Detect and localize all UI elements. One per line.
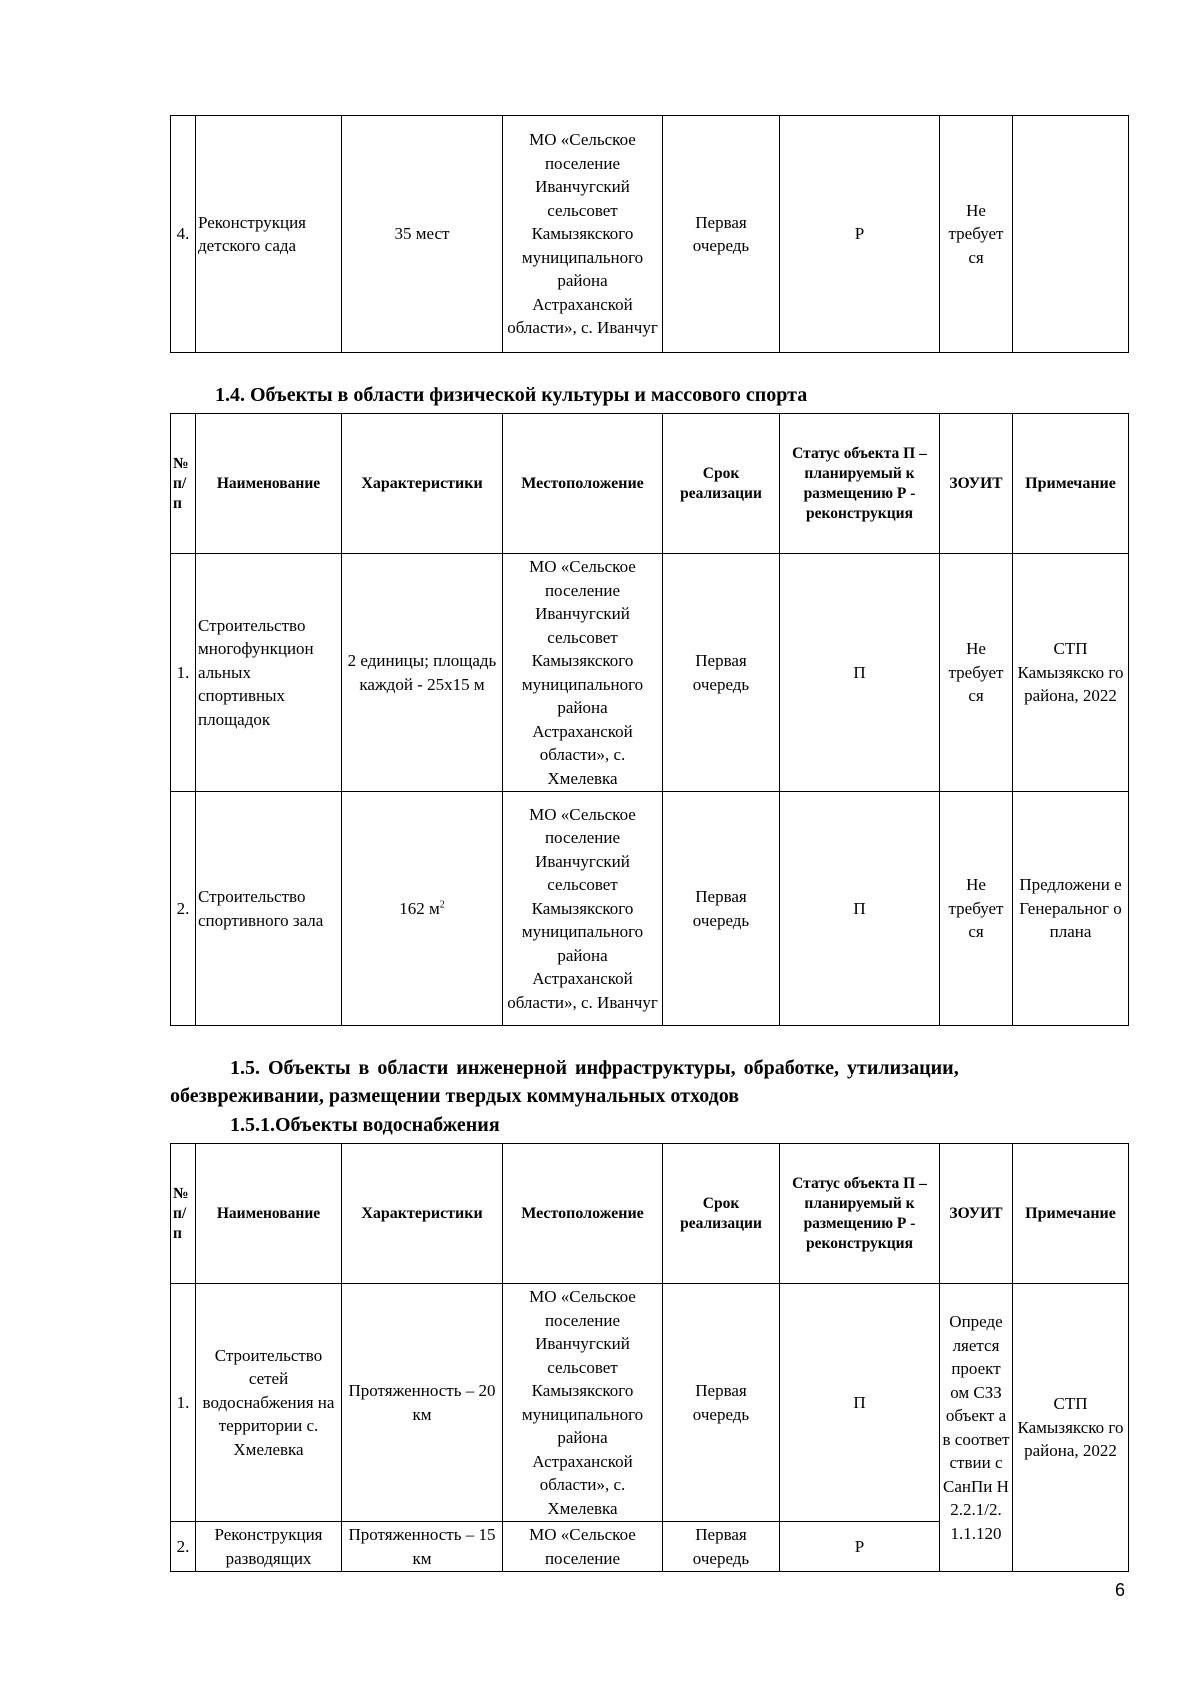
header-status: Статус объекта П – планируемый к размещению Р - реконструкция (780, 414, 940, 554)
table-row (171, 1284, 1129, 1522)
kindergarten-table (170, 115, 1129, 353)
note: Предложени е Генеральног о плана (1013, 792, 1129, 1026)
header-characteristics: Характеристики (342, 414, 503, 554)
header-status: Статус объекта П – планируемый к размещению Р - реконструкция (780, 1144, 940, 1284)
object-name: Строительство спортивного зала (196, 792, 342, 1026)
header-term: Срок реализации (663, 1144, 780, 1284)
object-status: Р (780, 116, 940, 353)
area-unit-superscript: 2 (439, 899, 445, 911)
object-status: П (780, 554, 940, 792)
sports-objects-table (170, 413, 1129, 1026)
section-heading-1-5-line1: 1.5. Объекты в области инженерной инфраструктуры, обработке, утилизации, (230, 1057, 959, 1079)
header-number: № п/ п (171, 1144, 196, 1284)
header-name: Наименование (196, 414, 342, 554)
row-number: 2. (171, 1522, 196, 1572)
water-supply-table (170, 1143, 1129, 1572)
zouit-value: Не требует ся (940, 792, 1013, 1026)
object-name: Строительство многофункцион альных спортивных площадок (196, 554, 342, 792)
zouit-value: Не требует ся (940, 554, 1013, 792)
section-heading-1-5-line2: обезвреживании, размещении твердых коммунальных отходов (170, 1085, 740, 1107)
zouit-value: Опреде ляется проект ом СЗЗ объект а в соответ ствии с СанПи Н 2.2.1/2. 1.1.120 (940, 1284, 1013, 1572)
row-number: 1. (171, 1284, 196, 1522)
object-name: Реконструкция разводящих (196, 1522, 342, 1572)
header-note: Примечание (1013, 1144, 1129, 1284)
object-name: Реконструкция детского сада (196, 116, 342, 353)
implementation-term: Первая очередь (663, 554, 780, 792)
table-row (171, 554, 1129, 792)
header-location: Местоположение (503, 1144, 663, 1284)
header-zouit: ЗОУИТ (940, 414, 1013, 554)
section-heading-1-4: 1.4. Объекты в области физической культуры и массового спорта (215, 384, 808, 406)
object-characteristics: Протяженность – 20 км (342, 1284, 503, 1522)
object-characteristics: 2 единицы; площадь каждой - 25х15 м (342, 554, 503, 792)
table-row (171, 116, 1129, 353)
implementation-term: Первая очередь (663, 1284, 780, 1522)
header-number: № п/ п (171, 414, 196, 554)
implementation-term: Первая очередь (663, 116, 780, 353)
header-term: Срок реализации (663, 414, 780, 554)
object-location: МО «Сельское поселение Иванчугский сельсовет Камызякского муниципального района Астраханской области», с. Иванчуг (503, 792, 663, 1026)
note: СТП Камызякско го района, 2022 (1013, 1284, 1129, 1572)
object-status: П (780, 792, 940, 1026)
section-heading-1-5-1: 1.5.1.Объекты водоснабжения (230, 1114, 500, 1136)
table-header-row (171, 414, 1129, 554)
header-location: Местоположение (503, 414, 663, 554)
header-note: Примечание (1013, 414, 1129, 554)
implementation-term: Первая очередь (663, 1522, 780, 1572)
row-number: 2. (171, 792, 196, 1026)
object-location: МО «Сельское поселение Иванчугский сельсовет Камызякского муниципального района Астраханской области», с. Иванчуг (503, 116, 663, 353)
zouit-value: Не требует ся (940, 116, 1013, 353)
table-row (171, 792, 1129, 1026)
object-characteristics: Протяженность – 15 км (342, 1522, 503, 1572)
area-value: 162 м (399, 898, 440, 918)
object-characteristics (342, 792, 503, 1026)
object-characteristics: 35 мест (342, 116, 503, 353)
row-number: 4. (171, 116, 196, 353)
object-status: Р (780, 1522, 940, 1572)
object-location: МО «Сельское поселение Иванчугский сельсовет Камызякского муниципального района Астраханской области», с. Хмелевка (503, 1284, 663, 1522)
header-characteristics: Характеристики (342, 1144, 503, 1284)
object-name: Строительство сетей водоснабжения на территории с. Хмелевка (196, 1284, 342, 1522)
object-location: МО «Сельское поселение (503, 1522, 663, 1572)
implementation-term: Первая очередь (663, 792, 780, 1026)
row-number: 1. (171, 554, 196, 792)
object-location: МО «Сельское поселение Иванчугский сельсовет Камызякского муниципального района Астраханской области», с. Хмелевка (503, 554, 663, 792)
page-number: 6 (1114, 1580, 1125, 1600)
header-name: Наименование (196, 1144, 342, 1284)
note: СТП Камызякско го района, 2022 (1013, 554, 1129, 792)
header-zouit: ЗОУИТ (940, 1144, 1013, 1284)
object-status: П (780, 1284, 940, 1522)
table-header-row (171, 1144, 1129, 1284)
note (1013, 116, 1129, 353)
